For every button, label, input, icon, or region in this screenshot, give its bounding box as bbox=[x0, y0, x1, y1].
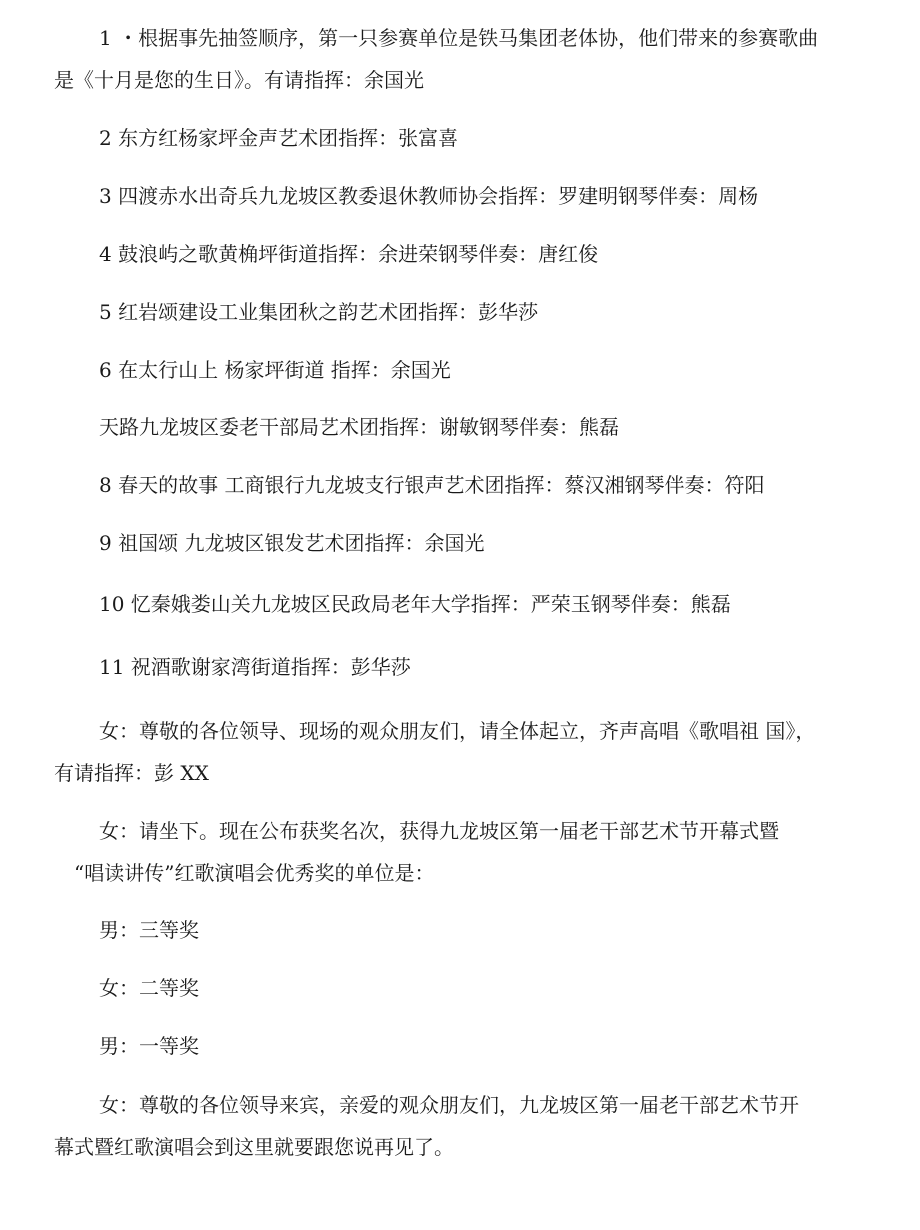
paragraph-17 bbox=[54, 1084, 866, 1168]
paragraph-13 bbox=[54, 810, 866, 894]
text-line: 有请指挥：彭 XX bbox=[54, 761, 209, 785]
text-line: 天路九龙坡区委老干部局艺术团指挥：谢敏钢琴伴奏：熊磊 bbox=[99, 415, 619, 439]
paragraph-12 bbox=[54, 710, 866, 794]
paragraph-16 bbox=[54, 1025, 866, 1067]
text-line: 幕式暨红歌演唱会到这里就要跟您说再见了。 bbox=[54, 1135, 454, 1159]
text-line: 11 祝酒歌谢家湾街道指挥：彭华莎 bbox=[99, 655, 411, 679]
text-line: 男：三等奖 bbox=[99, 918, 199, 942]
text-line: 4 鼓浪屿之歌黄桷坪街道指挥：余进荣钢琴伴奏：唐红俊 bbox=[99, 242, 599, 266]
text-line: 3 四渡赤水出奇兵九龙坡区教委退休教师协会指挥：罗建明钢琴伴奏：周杨 bbox=[99, 184, 759, 208]
paragraph-6 bbox=[54, 349, 866, 391]
paragraph-5 bbox=[54, 291, 866, 333]
text-line: 女：尊敬的各位领导来宾，亲爱的观众朋友们，九龙坡区第一届老干部艺术节开 bbox=[99, 1093, 799, 1117]
paragraph-14 bbox=[54, 909, 866, 951]
text-line: 男：一等奖 bbox=[99, 1034, 199, 1058]
text-line: 女：二等奖 bbox=[99, 976, 199, 1000]
paragraph-1 bbox=[54, 17, 866, 101]
text-line: “唱读讲传”红歌演唱会优秀奖的单位是： bbox=[74, 861, 435, 885]
paragraph-8 bbox=[54, 464, 866, 506]
text-line: 是《十月是您的生日》。有请指挥：余国光 bbox=[54, 68, 424, 92]
text-line: 6 在太行山上 杨家坪街道 指挥：余国光 bbox=[99, 358, 451, 382]
paragraph-9 bbox=[54, 522, 866, 564]
paragraph-4 bbox=[54, 233, 866, 275]
text-line: 8 春天的故事 工商银行九龙坡支行银声艺术团指挥：蔡汉湘钢琴伴奏：符阳 bbox=[99, 473, 765, 497]
text-line: 2 东方红杨家坪金声艺术团指挥：张富喜 bbox=[99, 126, 459, 150]
paragraph-3 bbox=[54, 175, 866, 217]
paragraph-11 bbox=[54, 646, 866, 688]
text-line: 10 忆秦娥娄山关九龙坡区民政局老年大学指挥：严荣玉钢琴伴奏：熊磊 bbox=[99, 592, 731, 616]
paragraph-10 bbox=[54, 583, 866, 625]
text-line: 女：请坐下。现在公布获奖名次，获得九龙坡区第一届老干部艺术节开幕式暨 bbox=[99, 819, 779, 843]
text-line: 5 红岩颂建设工业集团秋之韵艺术团指挥：彭华莎 bbox=[99, 300, 539, 324]
text-line: 女：尊敬的各位领导、现场的观众朋友们，请全体起立，齐声高唱《歌唱祖 国》， bbox=[99, 719, 816, 743]
text-line: 9 祖国颂 九龙坡区银发艺术团指挥：余国光 bbox=[99, 531, 485, 555]
paragraph-2 bbox=[54, 117, 866, 159]
text-line: 1 ・根据事先抽签顺序，第一只参赛单位是铁马集团老体协，他们带来的参赛歌曲 bbox=[99, 26, 819, 50]
paragraph-7 bbox=[54, 406, 866, 448]
paragraph-15 bbox=[54, 967, 866, 1009]
